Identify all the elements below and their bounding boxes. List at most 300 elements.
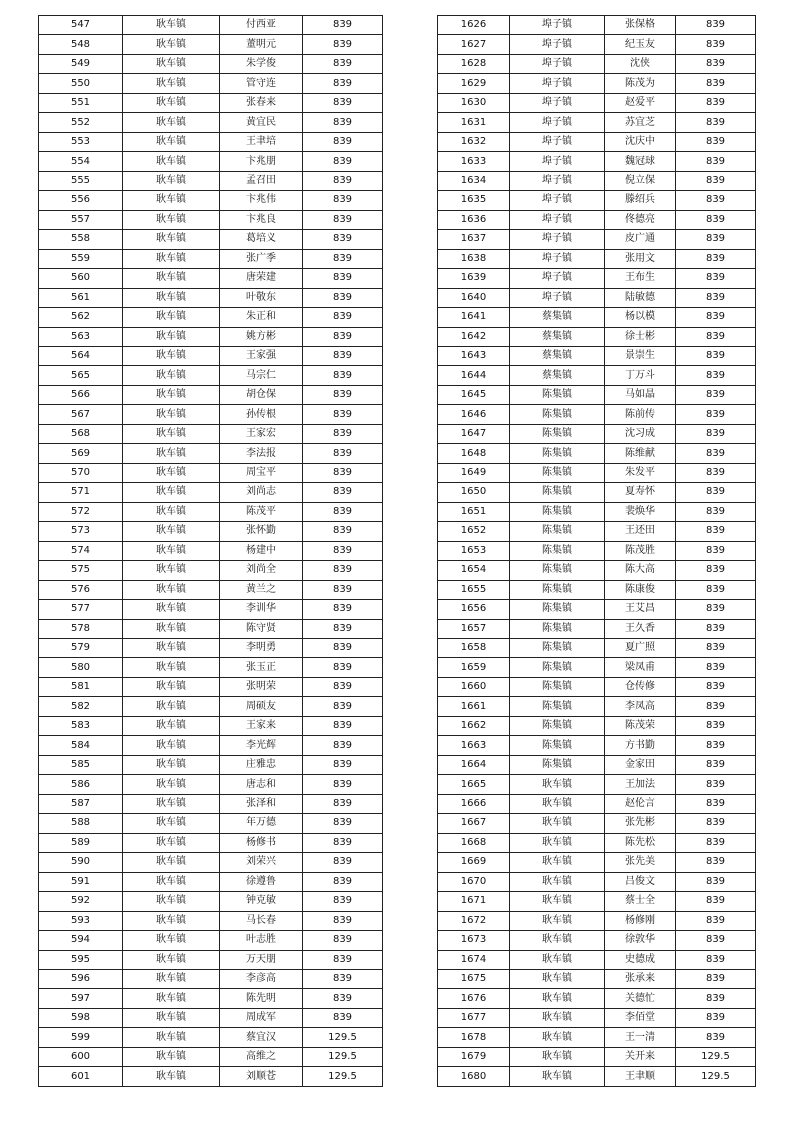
town-cell: 耿车镇 xyxy=(123,697,220,716)
table-row xyxy=(39,892,383,911)
name-cell: 裴焕华 xyxy=(605,502,676,521)
table-row xyxy=(438,541,756,560)
town-cell: 耿车镇 xyxy=(510,833,605,852)
table-row xyxy=(438,249,756,268)
table-row xyxy=(39,210,383,229)
serial-number-cell: 1635 xyxy=(438,191,510,210)
table-row xyxy=(438,132,756,151)
roster-table-left-body xyxy=(39,16,383,1087)
serial-number-cell: 1643 xyxy=(438,346,510,365)
town-cell: 耿车镇 xyxy=(123,74,220,93)
name-cell: 景崇生 xyxy=(605,346,676,365)
serial-number-cell: 1641 xyxy=(438,308,510,327)
amount-cell: 839 xyxy=(676,405,756,424)
table-row xyxy=(438,697,756,716)
serial-number-cell: 590 xyxy=(39,853,123,872)
name-cell: 张泽和 xyxy=(220,794,303,813)
serial-number-cell: 574 xyxy=(39,541,123,560)
table-row xyxy=(39,113,383,132)
amount-cell: 839 xyxy=(303,152,383,171)
serial-number-cell: 550 xyxy=(39,74,123,93)
town-cell: 耿车镇 xyxy=(123,483,220,502)
town-cell: 耿车镇 xyxy=(123,872,220,891)
town-cell: 陈集镇 xyxy=(510,580,605,599)
table-row xyxy=(438,1067,756,1086)
name-cell: 王聿顺 xyxy=(605,1067,676,1086)
table-row xyxy=(39,853,383,872)
serial-number-cell: 580 xyxy=(39,658,123,677)
name-cell: 张保格 xyxy=(605,16,676,35)
amount-cell: 839 xyxy=(676,872,756,891)
table-row xyxy=(438,911,756,930)
table-row xyxy=(39,755,383,774)
name-cell: 蔡宜汉 xyxy=(220,1028,303,1047)
table-row xyxy=(39,833,383,852)
amount-cell: 839 xyxy=(303,113,383,132)
amount-cell: 839 xyxy=(676,931,756,950)
serial-number-cell: 565 xyxy=(39,366,123,385)
table-row xyxy=(438,658,756,677)
table-row xyxy=(39,775,383,794)
amount-cell: 839 xyxy=(676,483,756,502)
amount-cell: 839 xyxy=(676,1028,756,1047)
table-row xyxy=(438,969,756,988)
table-row xyxy=(438,619,756,638)
table-row xyxy=(438,1028,756,1047)
town-cell: 耿车镇 xyxy=(510,911,605,930)
serial-number-cell: 583 xyxy=(39,716,123,735)
amount-cell: 839 xyxy=(303,600,383,619)
table-row xyxy=(438,677,756,696)
town-cell: 陈集镇 xyxy=(510,405,605,424)
town-cell: 陈集镇 xyxy=(510,463,605,482)
town-cell: 蔡集镇 xyxy=(510,327,605,346)
serial-number-cell: 595 xyxy=(39,950,123,969)
serial-number-cell: 582 xyxy=(39,697,123,716)
town-cell: 耿车镇 xyxy=(123,658,220,677)
amount-cell: 839 xyxy=(676,833,756,852)
serial-number-cell: 598 xyxy=(39,1008,123,1027)
town-cell: 耿车镇 xyxy=(123,93,220,112)
amount-cell: 839 xyxy=(303,931,383,950)
town-cell: 耿车镇 xyxy=(123,269,220,288)
name-cell: 黄兰之 xyxy=(220,580,303,599)
name-cell: 叶志胜 xyxy=(220,931,303,950)
name-cell: 卞兆良 xyxy=(220,210,303,229)
table-row xyxy=(39,794,383,813)
table-row xyxy=(39,288,383,307)
amount-cell: 839 xyxy=(303,35,383,54)
table-row xyxy=(438,522,756,541)
table-row xyxy=(39,16,383,35)
town-cell: 耿车镇 xyxy=(123,35,220,54)
amount-cell: 839 xyxy=(676,950,756,969)
amount-cell: 839 xyxy=(303,911,383,930)
table-row xyxy=(39,171,383,190)
amount-cell: 839 xyxy=(676,385,756,404)
name-cell: 皮广通 xyxy=(605,230,676,249)
name-cell: 王加法 xyxy=(605,775,676,794)
town-cell: 耿车镇 xyxy=(123,931,220,950)
name-cell: 张明荣 xyxy=(220,677,303,696)
serial-number-cell: 579 xyxy=(39,639,123,658)
serial-number-cell: 557 xyxy=(39,210,123,229)
amount-cell: 839 xyxy=(303,502,383,521)
serial-number-cell: 596 xyxy=(39,969,123,988)
name-cell: 关德忙 xyxy=(605,989,676,1008)
table-row xyxy=(438,775,756,794)
table-row xyxy=(438,366,756,385)
town-cell: 蔡集镇 xyxy=(510,346,605,365)
town-cell: 陈集镇 xyxy=(510,736,605,755)
serial-number-cell: 1659 xyxy=(438,658,510,677)
serial-number-cell: 1671 xyxy=(438,892,510,911)
serial-number-cell: 571 xyxy=(39,483,123,502)
town-cell: 耿车镇 xyxy=(123,619,220,638)
town-cell: 陈集镇 xyxy=(510,677,605,696)
table-row xyxy=(438,444,756,463)
serial-number-cell: 1667 xyxy=(438,814,510,833)
table-row xyxy=(438,950,756,969)
name-cell: 张玉正 xyxy=(220,658,303,677)
serial-number-cell: 1636 xyxy=(438,210,510,229)
name-cell: 张用文 xyxy=(605,249,676,268)
name-cell: 董明元 xyxy=(220,35,303,54)
town-cell: 埠子镇 xyxy=(510,249,605,268)
amount-cell: 839 xyxy=(676,366,756,385)
table-row xyxy=(39,639,383,658)
serial-number-cell: 566 xyxy=(39,385,123,404)
town-cell: 耿车镇 xyxy=(123,191,220,210)
amount-cell: 839 xyxy=(676,892,756,911)
town-cell: 耿车镇 xyxy=(123,171,220,190)
amount-cell: 839 xyxy=(676,249,756,268)
name-cell: 杨修书 xyxy=(220,833,303,852)
table-row xyxy=(438,989,756,1008)
name-cell: 刘顺苍 xyxy=(220,1067,303,1086)
town-cell: 耿车镇 xyxy=(123,502,220,521)
town-cell: 埠子镇 xyxy=(510,152,605,171)
serial-number-cell: 1673 xyxy=(438,931,510,950)
amount-cell: 839 xyxy=(303,308,383,327)
name-cell: 朱发平 xyxy=(605,463,676,482)
town-cell: 耿车镇 xyxy=(123,288,220,307)
town-cell: 耿车镇 xyxy=(123,677,220,696)
serial-number-cell: 587 xyxy=(39,794,123,813)
town-cell: 耿车镇 xyxy=(510,1047,605,1066)
table-row xyxy=(438,74,756,93)
town-cell: 陈集镇 xyxy=(510,716,605,735)
name-cell: 叶敬东 xyxy=(220,288,303,307)
name-cell: 杨以模 xyxy=(605,308,676,327)
town-cell: 陈集镇 xyxy=(510,755,605,774)
name-cell: 夏寿怀 xyxy=(605,483,676,502)
town-cell: 耿车镇 xyxy=(123,989,220,1008)
town-cell: 耿车镇 xyxy=(510,1067,605,1086)
amount-cell: 839 xyxy=(303,736,383,755)
serial-number-cell: 1639 xyxy=(438,269,510,288)
amount-cell: 839 xyxy=(676,561,756,580)
serial-number-cell: 562 xyxy=(39,308,123,327)
town-cell: 耿车镇 xyxy=(123,346,220,365)
town-cell: 陈集镇 xyxy=(510,444,605,463)
name-cell: 孙传根 xyxy=(220,405,303,424)
name-cell: 滕绍兵 xyxy=(605,191,676,210)
amount-cell: 839 xyxy=(303,522,383,541)
amount-cell: 839 xyxy=(676,794,756,813)
amount-cell: 839 xyxy=(676,1008,756,1027)
town-cell: 陈集镇 xyxy=(510,658,605,677)
serial-number-cell: 564 xyxy=(39,346,123,365)
town-cell: 埠子镇 xyxy=(510,93,605,112)
town-cell: 耿车镇 xyxy=(123,639,220,658)
town-cell: 埠子镇 xyxy=(510,35,605,54)
town-cell: 耿车镇 xyxy=(123,969,220,988)
serial-number-cell: 549 xyxy=(39,54,123,73)
name-cell: 高维之 xyxy=(220,1047,303,1066)
serial-number-cell: 1676 xyxy=(438,989,510,1008)
name-cell: 葛培义 xyxy=(220,230,303,249)
table-row xyxy=(39,911,383,930)
serial-number-cell: 581 xyxy=(39,677,123,696)
table-row xyxy=(39,619,383,638)
name-cell: 王家来 xyxy=(220,716,303,735)
amount-cell: 839 xyxy=(303,366,383,385)
name-cell: 陈茂胜 xyxy=(605,541,676,560)
town-cell: 耿车镇 xyxy=(510,989,605,1008)
town-cell: 耿车镇 xyxy=(510,775,605,794)
table-row xyxy=(39,249,383,268)
amount-cell: 839 xyxy=(676,522,756,541)
name-cell: 关开来 xyxy=(605,1047,676,1066)
table-row xyxy=(438,561,756,580)
amount-cell: 129.5 xyxy=(676,1067,756,1086)
amount-cell: 839 xyxy=(676,969,756,988)
name-cell: 周宝平 xyxy=(220,463,303,482)
name-cell: 张先彬 xyxy=(605,814,676,833)
town-cell: 耿车镇 xyxy=(123,132,220,151)
name-cell: 史德成 xyxy=(605,950,676,969)
name-cell: 沈习成 xyxy=(605,424,676,443)
name-cell: 沈侠 xyxy=(605,54,676,73)
town-cell: 耿车镇 xyxy=(123,1028,220,1047)
name-cell: 陈维献 xyxy=(605,444,676,463)
amount-cell: 839 xyxy=(676,580,756,599)
name-cell: 陈先明 xyxy=(220,989,303,1008)
serial-number-cell: 1627 xyxy=(438,35,510,54)
table-row xyxy=(438,405,756,424)
name-cell: 王一清 xyxy=(605,1028,676,1047)
amount-cell: 839 xyxy=(676,230,756,249)
serial-number-cell: 1651 xyxy=(438,502,510,521)
serial-number-cell: 1632 xyxy=(438,132,510,151)
serial-number-cell: 1644 xyxy=(438,366,510,385)
serial-number-cell: 1677 xyxy=(438,1008,510,1027)
table-row xyxy=(39,502,383,521)
town-cell: 耿车镇 xyxy=(510,814,605,833)
amount-cell: 839 xyxy=(676,697,756,716)
name-cell: 朱学俊 xyxy=(220,54,303,73)
serial-number-cell: 572 xyxy=(39,502,123,521)
serial-number-cell: 567 xyxy=(39,405,123,424)
table-row xyxy=(438,853,756,872)
name-cell: 年万德 xyxy=(220,814,303,833)
amount-cell: 839 xyxy=(676,152,756,171)
town-cell: 耿车镇 xyxy=(123,911,220,930)
table-row xyxy=(438,892,756,911)
table-row xyxy=(39,93,383,112)
amount-cell: 839 xyxy=(303,619,383,638)
name-cell: 管守连 xyxy=(220,74,303,93)
serial-number-cell: 1662 xyxy=(438,716,510,735)
serial-number-cell: 1678 xyxy=(438,1028,510,1047)
serial-number-cell: 555 xyxy=(39,171,123,190)
serial-number-cell: 1672 xyxy=(438,911,510,930)
name-cell: 金家田 xyxy=(605,755,676,774)
amount-cell: 839 xyxy=(676,716,756,735)
name-cell: 王布生 xyxy=(605,269,676,288)
table-row xyxy=(39,405,383,424)
town-cell: 耿车镇 xyxy=(510,853,605,872)
table-row xyxy=(438,639,756,658)
name-cell: 刘荣兴 xyxy=(220,853,303,872)
name-cell: 王家宏 xyxy=(220,424,303,443)
name-cell: 张先美 xyxy=(605,853,676,872)
serial-number-cell: 1655 xyxy=(438,580,510,599)
town-cell: 埠子镇 xyxy=(510,54,605,73)
amount-cell: 839 xyxy=(676,658,756,677)
amount-cell: 839 xyxy=(303,872,383,891)
table-row xyxy=(39,1008,383,1027)
town-cell: 耿车镇 xyxy=(123,950,220,969)
table-row xyxy=(39,54,383,73)
table-row xyxy=(438,931,756,950)
serial-number-cell: 1658 xyxy=(438,639,510,658)
town-cell: 陈集镇 xyxy=(510,502,605,521)
table-row xyxy=(39,580,383,599)
town-cell: 耿车镇 xyxy=(123,716,220,735)
roster-table-right xyxy=(437,15,756,1087)
amount-cell: 839 xyxy=(303,327,383,346)
serial-number-cell: 1645 xyxy=(438,385,510,404)
name-cell: 李佰堂 xyxy=(605,1008,676,1027)
town-cell: 耿车镇 xyxy=(123,755,220,774)
amount-cell: 839 xyxy=(676,16,756,35)
name-cell: 李光辉 xyxy=(220,736,303,755)
table-row xyxy=(39,989,383,1008)
serial-number-cell: 551 xyxy=(39,93,123,112)
town-cell: 埠子镇 xyxy=(510,74,605,93)
table-row xyxy=(39,463,383,482)
table-row xyxy=(438,833,756,852)
amount-cell: 839 xyxy=(303,191,383,210)
amount-cell: 839 xyxy=(303,1008,383,1027)
table-row xyxy=(39,191,383,210)
serial-number-cell: 1674 xyxy=(438,950,510,969)
amount-cell: 839 xyxy=(303,54,383,73)
town-cell: 耿车镇 xyxy=(123,561,220,580)
name-cell: 杨建中 xyxy=(220,541,303,560)
table-row xyxy=(438,600,756,619)
amount-cell: 839 xyxy=(303,249,383,268)
amount-cell: 839 xyxy=(303,230,383,249)
amount-cell: 839 xyxy=(303,639,383,658)
table-row xyxy=(39,230,383,249)
amount-cell: 839 xyxy=(303,989,383,1008)
serial-number-cell: 585 xyxy=(39,755,123,774)
amount-cell: 839 xyxy=(676,113,756,132)
table-row xyxy=(438,736,756,755)
name-cell: 钟克敏 xyxy=(220,892,303,911)
amount-cell: 839 xyxy=(676,74,756,93)
name-cell: 倪立保 xyxy=(605,171,676,190)
table-row xyxy=(39,931,383,950)
table-row xyxy=(438,463,756,482)
table-row xyxy=(438,794,756,813)
table-row xyxy=(438,872,756,891)
name-cell: 姚方彬 xyxy=(220,327,303,346)
serial-number-cell: 586 xyxy=(39,775,123,794)
name-cell: 李训华 xyxy=(220,600,303,619)
name-cell: 纪玉友 xyxy=(605,35,676,54)
serial-number-cell: 601 xyxy=(39,1067,123,1086)
name-cell: 徐敦华 xyxy=(605,931,676,950)
amount-cell: 839 xyxy=(676,171,756,190)
serial-number-cell: 1653 xyxy=(438,541,510,560)
serial-number-cell: 556 xyxy=(39,191,123,210)
town-cell: 陈集镇 xyxy=(510,522,605,541)
table-row xyxy=(438,210,756,229)
serial-number-cell: 1654 xyxy=(438,561,510,580)
town-cell: 耿车镇 xyxy=(123,113,220,132)
table-row xyxy=(438,346,756,365)
serial-number-cell: 1657 xyxy=(438,619,510,638)
name-cell: 丁万斗 xyxy=(605,366,676,385)
amount-cell: 839 xyxy=(676,853,756,872)
table-row xyxy=(39,308,383,327)
town-cell: 耿车镇 xyxy=(123,814,220,833)
table-row xyxy=(39,814,383,833)
table-row xyxy=(39,35,383,54)
name-cell: 马宗仁 xyxy=(220,366,303,385)
amount-cell: 129.5 xyxy=(303,1067,383,1086)
serial-number-cell: 1633 xyxy=(438,152,510,171)
table-row xyxy=(39,716,383,735)
serial-number-cell: 577 xyxy=(39,600,123,619)
serial-number-cell: 1669 xyxy=(438,853,510,872)
name-cell: 李凤高 xyxy=(605,697,676,716)
amount-cell: 839 xyxy=(676,424,756,443)
name-cell: 万天朋 xyxy=(220,950,303,969)
town-cell: 耿车镇 xyxy=(123,308,220,327)
table-row xyxy=(438,230,756,249)
name-cell: 孟召田 xyxy=(220,171,303,190)
table-row xyxy=(438,1047,756,1066)
amount-cell: 839 xyxy=(303,892,383,911)
name-cell: 夏广照 xyxy=(605,639,676,658)
name-cell: 陆敏德 xyxy=(605,288,676,307)
town-cell: 耿车镇 xyxy=(123,736,220,755)
amount-cell: 839 xyxy=(303,74,383,93)
serial-number-cell: 1646 xyxy=(438,405,510,424)
town-cell: 埠子镇 xyxy=(510,191,605,210)
serial-number-cell: 1648 xyxy=(438,444,510,463)
name-cell: 王聿培 xyxy=(220,132,303,151)
serial-number-cell: 547 xyxy=(39,16,123,35)
table-row xyxy=(438,113,756,132)
amount-cell: 839 xyxy=(676,132,756,151)
serial-number-cell: 552 xyxy=(39,113,123,132)
